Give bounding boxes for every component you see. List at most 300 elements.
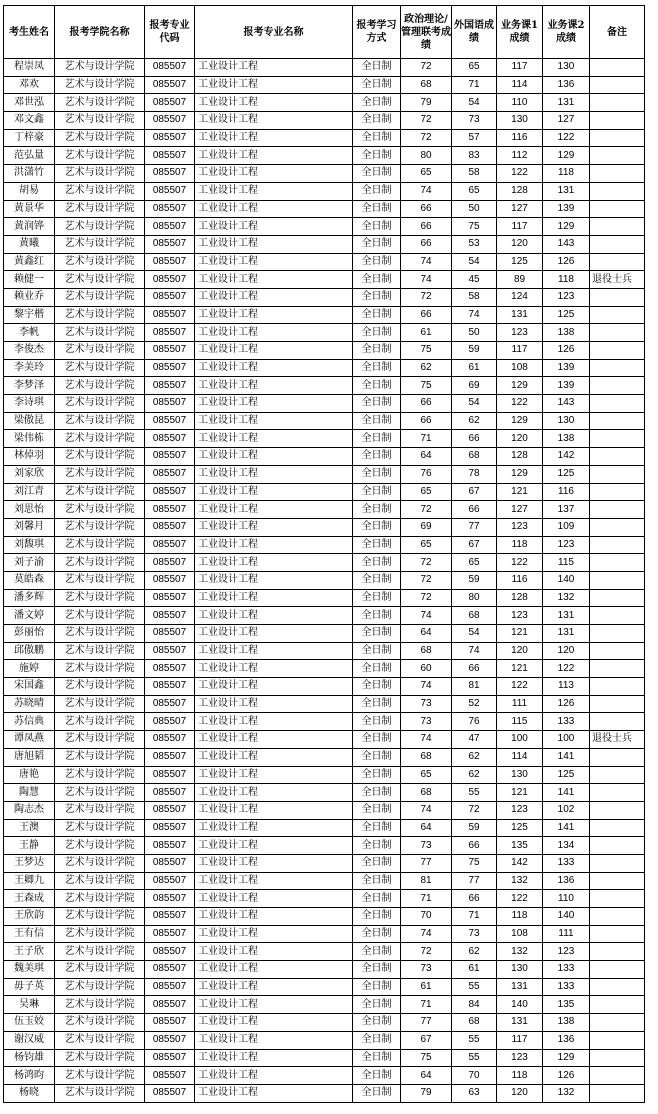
- cell-major-name: 工业设计工程: [195, 536, 353, 554]
- table-row: [4, 943, 645, 961]
- cell-name: 刘子渝: [4, 554, 55, 572]
- cell-major-name: 工业设计工程: [195, 483, 353, 501]
- cell-course1-score: 114: [497, 748, 543, 766]
- cell-college: 艺术与设计学院: [55, 801, 145, 819]
- cell-major-name: 工业设计工程: [195, 200, 353, 218]
- cell-language-score: 61: [452, 359, 497, 377]
- col-header-course2-score: 业务课2成绩: [543, 6, 590, 59]
- cell-course1-score: 123: [497, 607, 543, 625]
- cell-major-name: 工业设计工程: [195, 819, 353, 837]
- cell-study-mode: 全日制: [353, 147, 401, 165]
- table-row: [4, 465, 645, 483]
- cell-politics-score: 68: [401, 642, 452, 660]
- cell-course1-score: 114: [497, 76, 543, 94]
- cell-course2-score: 129: [543, 147, 590, 165]
- cell-language-score: 59: [452, 342, 497, 360]
- cell-course1-score: 129: [497, 377, 543, 395]
- cell-remark: [590, 448, 645, 466]
- cell-major-code: 085507: [145, 1067, 195, 1085]
- cell-politics-score: 73: [401, 695, 452, 713]
- table-row: [4, 448, 645, 466]
- cell-politics-score: 74: [401, 182, 452, 200]
- cell-remark: [590, 571, 645, 589]
- cell-college: 艺术与设计学院: [55, 235, 145, 253]
- cell-politics-score: 73: [401, 961, 452, 979]
- table-row: [4, 412, 645, 430]
- table-row: [4, 59, 645, 77]
- cell-remark: [590, 483, 645, 501]
- cell-remark: [590, 165, 645, 183]
- cell-language-score: 47: [452, 731, 497, 749]
- cell-course2-score: 102: [543, 801, 590, 819]
- cell-major-code: 085507: [145, 943, 195, 961]
- cell-name: 程崇凤: [4, 59, 55, 77]
- cell-remark: [590, 235, 645, 253]
- cell-college: 艺术与设计学院: [55, 996, 145, 1014]
- col-header-college: 报考学院名称: [55, 6, 145, 59]
- cell-language-score: 81: [452, 678, 497, 696]
- cell-course1-score: 120: [497, 430, 543, 448]
- cell-college: 艺术与设计学院: [55, 571, 145, 589]
- cell-study-mode: 全日制: [353, 819, 401, 837]
- cell-course2-score: 139: [543, 200, 590, 218]
- cell-study-mode: 全日制: [353, 536, 401, 554]
- cell-major-name: 工业设计工程: [195, 925, 353, 943]
- cell-course2-score: 131: [543, 607, 590, 625]
- cell-name: 王梦达: [4, 854, 55, 872]
- cell-study-mode: 全日制: [353, 554, 401, 572]
- cell-course1-score: 118: [497, 908, 543, 926]
- cell-language-score: 68: [452, 1014, 497, 1032]
- cell-course2-score: 138: [543, 324, 590, 342]
- cell-course2-score: 122: [543, 660, 590, 678]
- cell-language-score: 63: [452, 1084, 497, 1102]
- cell-course2-score: 109: [543, 518, 590, 536]
- cell-course2-score: 140: [543, 571, 590, 589]
- cell-major-code: 085507: [145, 607, 195, 625]
- cell-language-score: 54: [452, 253, 497, 271]
- table-row: [4, 306, 645, 324]
- table-row: [4, 872, 645, 890]
- cell-study-mode: 全日制: [353, 890, 401, 908]
- cell-college: 艺术与设计学院: [55, 518, 145, 536]
- cell-major-code: 085507: [145, 94, 195, 112]
- cell-politics-score: 74: [401, 678, 452, 696]
- cell-major-name: 工业设计工程: [195, 801, 353, 819]
- cell-remark: [590, 943, 645, 961]
- cell-major-code: 085507: [145, 253, 195, 271]
- cell-language-score: 83: [452, 147, 497, 165]
- cell-college: 艺术与设计学院: [55, 607, 145, 625]
- cell-language-score: 50: [452, 200, 497, 218]
- cell-course2-score: 132: [543, 1084, 590, 1102]
- cell-language-score: 45: [452, 271, 497, 289]
- cell-name: 施婷: [4, 660, 55, 678]
- cell-course1-score: 100: [497, 731, 543, 749]
- cell-major-code: 085507: [145, 890, 195, 908]
- cell-course1-score: 118: [497, 1067, 543, 1085]
- cell-college: 艺术与设计学院: [55, 536, 145, 554]
- cell-language-score: 76: [452, 713, 497, 731]
- cell-major-code: 085507: [145, 554, 195, 572]
- cell-politics-score: 65: [401, 483, 452, 501]
- cell-remark: [590, 890, 645, 908]
- cell-course2-score: 133: [543, 961, 590, 979]
- cell-remark: [590, 784, 645, 802]
- cell-college: 艺术与设计学院: [55, 483, 145, 501]
- cell-name: 赖健一: [4, 271, 55, 289]
- cell-language-score: 75: [452, 218, 497, 236]
- table-row: [4, 625, 645, 643]
- cell-course2-score: 100: [543, 731, 590, 749]
- table-row: [4, 324, 645, 342]
- cell-course2-score: 122: [543, 129, 590, 147]
- cell-course2-score: 136: [543, 872, 590, 890]
- cell-college: 艺术与设计学院: [55, 359, 145, 377]
- cell-remark: [590, 1031, 645, 1049]
- table-row: [4, 1084, 645, 1102]
- table-row: [4, 518, 645, 536]
- cell-politics-score: 74: [401, 925, 452, 943]
- cell-language-score: 54: [452, 395, 497, 413]
- cell-remark: [590, 518, 645, 536]
- cell-name: 杨钧雄: [4, 1049, 55, 1067]
- cell-study-mode: 全日制: [353, 642, 401, 660]
- cell-major-code: 085507: [145, 395, 195, 413]
- cell-course2-score: 111: [543, 925, 590, 943]
- cell-language-score: 55: [452, 1049, 497, 1067]
- cell-politics-score: 69: [401, 518, 452, 536]
- table-row: [4, 642, 645, 660]
- cell-major-name: 工业设计工程: [195, 1031, 353, 1049]
- cell-major-code: 085507: [145, 678, 195, 696]
- cell-remark: [590, 1067, 645, 1085]
- cell-name: 林倬羽: [4, 448, 55, 466]
- cell-name: 王子欣: [4, 943, 55, 961]
- cell-major-code: 085507: [145, 713, 195, 731]
- table-row: [4, 501, 645, 519]
- cell-course2-score: 123: [543, 536, 590, 554]
- cell-college: 艺术与设计学院: [55, 854, 145, 872]
- cell-major-code: 085507: [145, 996, 195, 1014]
- cell-remark: [590, 94, 645, 112]
- cell-course1-score: 131: [497, 978, 543, 996]
- cell-name: 邓世泓: [4, 94, 55, 112]
- cell-study-mode: 全日制: [353, 784, 401, 802]
- cell-course1-score: 131: [497, 1014, 543, 1032]
- cell-politics-score: 72: [401, 554, 452, 572]
- cell-course1-score: 117: [497, 1031, 543, 1049]
- cell-language-score: 65: [452, 182, 497, 200]
- cell-remark: [590, 625, 645, 643]
- cell-major-name: 工业设计工程: [195, 430, 353, 448]
- cell-course2-score: 116: [543, 483, 590, 501]
- cell-remark: [590, 324, 645, 342]
- cell-remark: [590, 112, 645, 130]
- cell-remark: [590, 501, 645, 519]
- cell-major-name: 工业设计工程: [195, 1014, 353, 1032]
- cell-language-score: 55: [452, 978, 497, 996]
- cell-course1-score: 129: [497, 465, 543, 483]
- cell-college: 艺术与设计学院: [55, 129, 145, 147]
- cell-major-name: 工业设计工程: [195, 165, 353, 183]
- cell-course1-score: 123: [497, 324, 543, 342]
- cell-study-mode: 全日制: [353, 324, 401, 342]
- cell-major-name: 工业设计工程: [195, 554, 353, 572]
- cell-major-code: 085507: [145, 625, 195, 643]
- cell-major-code: 085507: [145, 465, 195, 483]
- table-row: [4, 235, 645, 253]
- cell-study-mode: 全日制: [353, 766, 401, 784]
- table-row: [4, 925, 645, 943]
- cell-college: 艺术与设计学院: [55, 76, 145, 94]
- cell-college: 艺术与设计学院: [55, 412, 145, 430]
- cell-study-mode: 全日制: [353, 1031, 401, 1049]
- cell-course1-score: 122: [497, 554, 543, 572]
- cell-major-name: 工业设计工程: [195, 978, 353, 996]
- table-row: [4, 147, 645, 165]
- cell-major-name: 工业设计工程: [195, 748, 353, 766]
- cell-study-mode: 全日制: [353, 182, 401, 200]
- cell-college: 艺术与设计学院: [55, 1067, 145, 1085]
- cell-course1-score: 128: [497, 448, 543, 466]
- cell-course2-score: 133: [543, 713, 590, 731]
- cell-course2-score: 132: [543, 589, 590, 607]
- cell-language-score: 66: [452, 837, 497, 855]
- table-row: [4, 571, 645, 589]
- table-row: [4, 218, 645, 236]
- cell-major-name: 工业设计工程: [195, 571, 353, 589]
- cell-major-name: 工业设计工程: [195, 518, 353, 536]
- cell-college: 艺术与设计学院: [55, 342, 145, 360]
- cell-name: 刘馥琪: [4, 536, 55, 554]
- cell-language-score: 66: [452, 430, 497, 448]
- cell-study-mode: 全日制: [353, 660, 401, 678]
- cell-study-mode: 全日制: [353, 1067, 401, 1085]
- cell-course2-score: 133: [543, 854, 590, 872]
- cell-politics-score: 68: [401, 784, 452, 802]
- cell-course1-score: 125: [497, 819, 543, 837]
- cell-college: 艺术与设计学院: [55, 943, 145, 961]
- cell-major-code: 085507: [145, 359, 195, 377]
- cell-study-mode: 全日制: [353, 748, 401, 766]
- cell-name: 陶慧: [4, 784, 55, 802]
- cell-name: 王有信: [4, 925, 55, 943]
- cell-language-score: 74: [452, 642, 497, 660]
- cell-remark: [590, 395, 645, 413]
- cell-remark: [590, 200, 645, 218]
- cell-major-name: 工业设计工程: [195, 465, 353, 483]
- cell-language-score: 50: [452, 324, 497, 342]
- cell-politics-score: 76: [401, 465, 452, 483]
- cell-major-name: 工业设计工程: [195, 395, 353, 413]
- cell-course1-score: 128: [497, 589, 543, 607]
- cell-course1-score: 121: [497, 660, 543, 678]
- cell-major-name: 工业设计工程: [195, 784, 353, 802]
- cell-course2-score: 131: [543, 625, 590, 643]
- cell-politics-score: 72: [401, 943, 452, 961]
- cell-course1-score: 108: [497, 925, 543, 943]
- cell-study-mode: 全日制: [353, 713, 401, 731]
- cell-course1-score: 89: [497, 271, 543, 289]
- cell-remark: [590, 1049, 645, 1067]
- cell-study-mode: 全日制: [353, 359, 401, 377]
- cell-course1-score: 129: [497, 412, 543, 430]
- cell-remark: [590, 182, 645, 200]
- cell-course1-score: 122: [497, 678, 543, 696]
- cell-course1-score: 123: [497, 801, 543, 819]
- table-row: [4, 395, 645, 413]
- table-row: [4, 801, 645, 819]
- cell-name: 黎宇楷: [4, 306, 55, 324]
- cell-course2-score: 125: [543, 766, 590, 784]
- cell-language-score: 66: [452, 660, 497, 678]
- cell-study-mode: 全日制: [353, 872, 401, 890]
- cell-language-score: 70: [452, 1067, 497, 1085]
- cell-name: 邱傲鹏: [4, 642, 55, 660]
- cell-remark: [590, 306, 645, 324]
- cell-course1-score: 121: [497, 625, 543, 643]
- table-row: [4, 377, 645, 395]
- cell-politics-score: 66: [401, 306, 452, 324]
- cell-name: 宋国鑫: [4, 678, 55, 696]
- table-row: [4, 1067, 645, 1085]
- cell-major-code: 085507: [145, 518, 195, 536]
- cell-major-code: 085507: [145, 235, 195, 253]
- cell-language-score: 54: [452, 625, 497, 643]
- cell-major-name: 工业设计工程: [195, 625, 353, 643]
- cell-major-code: 085507: [145, 129, 195, 147]
- cell-college: 艺术与设计学院: [55, 271, 145, 289]
- cell-language-score: 67: [452, 483, 497, 501]
- cell-name: 苏晓晴: [4, 695, 55, 713]
- cell-politics-score: 75: [401, 342, 452, 360]
- cell-major-name: 工业设计工程: [195, 94, 353, 112]
- cell-name: 赖业乔: [4, 288, 55, 306]
- cell-college: 艺术与设计学院: [55, 430, 145, 448]
- cell-course1-score: 117: [497, 218, 543, 236]
- cell-study-mode: 全日制: [353, 235, 401, 253]
- cell-politics-score: 66: [401, 218, 452, 236]
- cell-major-name: 工业设计工程: [195, 129, 353, 147]
- cell-course1-score: 125: [497, 253, 543, 271]
- cell-major-name: 工业设计工程: [195, 306, 353, 324]
- cell-major-code: 085507: [145, 961, 195, 979]
- cell-language-score: 80: [452, 589, 497, 607]
- cell-name: 唐艳: [4, 766, 55, 784]
- cell-major-code: 085507: [145, 589, 195, 607]
- cell-language-score: 61: [452, 961, 497, 979]
- cell-major-name: 工业设计工程: [195, 854, 353, 872]
- cell-politics-score: 64: [401, 819, 452, 837]
- cell-remark: [590, 59, 645, 77]
- cell-course2-score: 125: [543, 465, 590, 483]
- cell-college: 艺术与设计学院: [55, 837, 145, 855]
- cell-major-name: 工业设计工程: [195, 961, 353, 979]
- table-row: [4, 837, 645, 855]
- cell-remark: [590, 253, 645, 271]
- cell-remark: [590, 837, 645, 855]
- cell-major-name: 工业设计工程: [195, 253, 353, 271]
- cell-name: 李美玲: [4, 359, 55, 377]
- cell-study-mode: 全日制: [353, 518, 401, 536]
- cell-major-name: 工业设计工程: [195, 412, 353, 430]
- cell-major-code: 085507: [145, 1049, 195, 1067]
- cell-language-score: 77: [452, 518, 497, 536]
- cell-politics-score: 74: [401, 731, 452, 749]
- cell-course1-score: 120: [497, 642, 543, 660]
- cell-politics-score: 61: [401, 324, 452, 342]
- cell-major-name: 工业设计工程: [195, 235, 353, 253]
- cell-remark: [590, 678, 645, 696]
- cell-major-code: 085507: [145, 1031, 195, 1049]
- cell-study-mode: 全日制: [353, 996, 401, 1014]
- cell-college: 艺术与设计学院: [55, 642, 145, 660]
- cell-major-code: 085507: [145, 182, 195, 200]
- cell-politics-score: 72: [401, 288, 452, 306]
- cell-study-mode: 全日制: [353, 695, 401, 713]
- cell-language-score: 62: [452, 766, 497, 784]
- cell-name: 陶志杰: [4, 801, 55, 819]
- cell-name: 丁梓豪: [4, 129, 55, 147]
- table-row: [4, 129, 645, 147]
- cell-politics-score: 72: [401, 571, 452, 589]
- cell-name: 黄景华: [4, 200, 55, 218]
- cell-remark: [590, 288, 645, 306]
- cell-politics-score: 62: [401, 359, 452, 377]
- cell-course1-score: 118: [497, 536, 543, 554]
- col-header-language-score: 外国语成绩: [452, 6, 497, 59]
- cell-course2-score: 120: [543, 642, 590, 660]
- cell-politics-score: 71: [401, 996, 452, 1014]
- table-row: [4, 607, 645, 625]
- col-header-major-code: 报考专业代码: [145, 6, 195, 59]
- cell-remark: [590, 908, 645, 926]
- cell-course2-score: 126: [543, 695, 590, 713]
- cell-major-code: 085507: [145, 571, 195, 589]
- cell-politics-score: 61: [401, 978, 452, 996]
- cell-remark: [590, 713, 645, 731]
- table-row: [4, 1031, 645, 1049]
- cell-name: 王静: [4, 837, 55, 855]
- cell-remark: [590, 465, 645, 483]
- cell-college: 艺术与设计学院: [55, 112, 145, 130]
- cell-college: 艺术与设计学院: [55, 872, 145, 890]
- cell-remark: [590, 589, 645, 607]
- cell-study-mode: 全日制: [353, 76, 401, 94]
- cell-study-mode: 全日制: [353, 625, 401, 643]
- cell-major-code: 085507: [145, 501, 195, 519]
- cell-politics-score: 64: [401, 448, 452, 466]
- cell-remark: [590, 660, 645, 678]
- cell-language-score: 62: [452, 412, 497, 430]
- cell-major-code: 085507: [145, 342, 195, 360]
- cell-language-score: 54: [452, 94, 497, 112]
- cell-name: 刘家欣: [4, 465, 55, 483]
- cell-name: 毋子英: [4, 978, 55, 996]
- cell-college: 艺术与设计学院: [55, 448, 145, 466]
- cell-name: 彭丽怡: [4, 625, 55, 643]
- cell-language-score: 65: [452, 59, 497, 77]
- cell-study-mode: 全日制: [353, 731, 401, 749]
- cell-course1-score: 123: [497, 518, 543, 536]
- cell-remark: [590, 342, 645, 360]
- cell-politics-score: 75: [401, 377, 452, 395]
- cell-language-score: 62: [452, 748, 497, 766]
- cell-study-mode: 全日制: [353, 129, 401, 147]
- cell-major-name: 工业设计工程: [195, 1084, 353, 1102]
- cell-remark: [590, 996, 645, 1014]
